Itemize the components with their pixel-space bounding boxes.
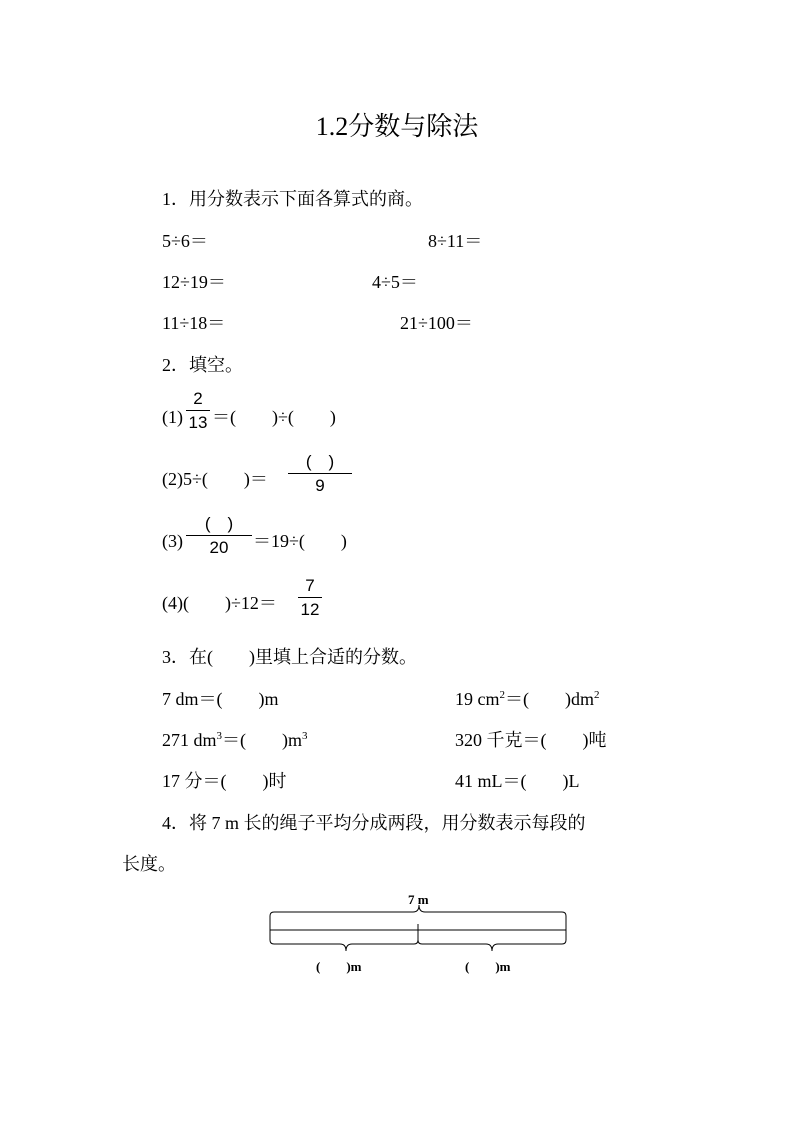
q2-p3-fraction [186, 515, 252, 556]
q4-text-line2: 长度。 [122, 854, 176, 874]
fraction-bar [298, 597, 322, 598]
rope-total-label: 7 m [408, 892, 429, 907]
q2-p1-fraction [186, 390, 210, 431]
fraction-denominator: 9 [315, 476, 325, 495]
q3-item-3: 271 $dm^3=$( )$m^3$ [162, 730, 308, 750]
fraction-numerator: ( ) [305, 452, 335, 471]
q2-p4-prefix: (4)( )÷12＝ [162, 593, 277, 613]
right-bottom-brace [418, 936, 566, 951]
q2-p2-fraction [288, 453, 352, 494]
q1-item-6: 21÷100＝ [400, 313, 473, 333]
q2-p3-suffix: ＝19÷( ) [253, 531, 347, 551]
fraction-denominator: 12 [300, 600, 320, 619]
rope-right-label: ( )m [465, 959, 511, 974]
q1-item-4: 4÷5＝ [372, 272, 418, 292]
page-title: 1.2分数与除法 [315, 112, 479, 141]
q1-item-1: 5÷6＝ [162, 231, 208, 251]
q2-p1-prefix: (1) [162, 407, 183, 427]
q4-text-line1: 4．将 7 m 长的绳子平均分成两段，用分数表示每段的 [162, 813, 586, 833]
q3-heading: 3．在( )里填上合适的分数。 [162, 647, 417, 667]
fraction-bar [186, 410, 210, 411]
fraction-numerator: 2 [193, 389, 203, 408]
q2-p4-fraction [298, 577, 322, 618]
fraction-denominator: 13 [188, 413, 208, 432]
left-bottom-brace [270, 936, 418, 951]
q1-heading: 1．用分数表示下面各算式的商。 [162, 189, 423, 209]
fraction-bar [288, 473, 352, 474]
fraction-bar [186, 535, 252, 536]
q2-p3-prefix: (3) [162, 531, 183, 551]
rope-left-label: ( )m [316, 959, 362, 974]
top-brace [270, 905, 566, 926]
q3-item-5: 17 分＝( )时 [162, 771, 287, 791]
q1-item-2: 8÷11＝ [428, 231, 483, 251]
q1-item-5: 11÷18＝ [162, 313, 226, 333]
fraction-numerator: 7 [305, 576, 315, 595]
fraction-numerator: ( ) [204, 514, 234, 533]
fraction-denominator: 20 [209, 538, 229, 557]
q3-item-4: 320 千克＝( )吨 [455, 730, 607, 750]
q2-heading: 2．填空。 [162, 355, 243, 375]
q3-item-1: 7 dm＝( )m [162, 689, 279, 709]
q1-item-3: 12÷19＝ [162, 272, 226, 292]
q3-item-2: 19 $cm^2=$( )$dm^2$ [455, 689, 600, 709]
q3-item-6: 41 mL＝( )L [455, 771, 580, 791]
q2-p2-prefix: (2)5÷( )＝ [162, 469, 268, 489]
q2-p1-suffix: ＝( )÷( ) [212, 407, 336, 427]
